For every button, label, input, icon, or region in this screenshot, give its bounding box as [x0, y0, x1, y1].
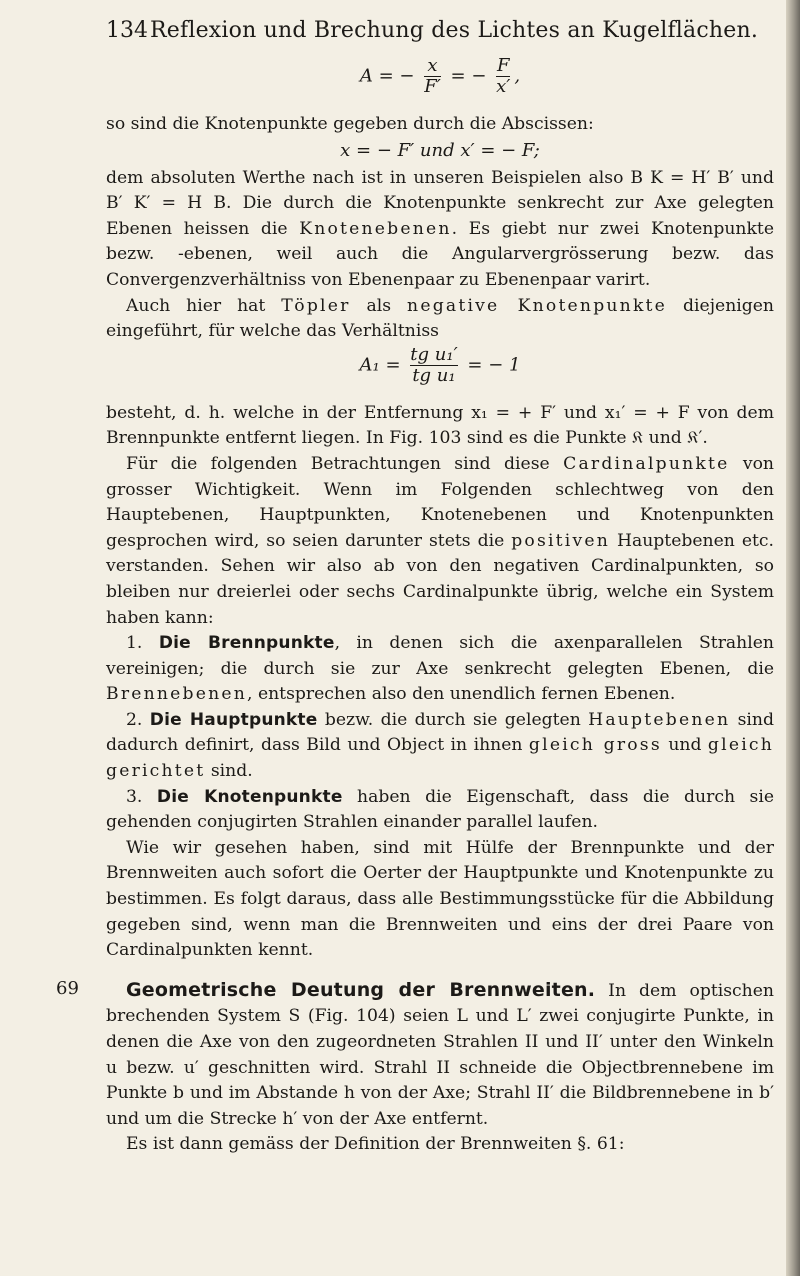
- item-heading: Die Hauptpunkte: [149, 709, 318, 730]
- item-heading: Die Knotenpunkte: [156, 786, 343, 807]
- denominator: tg u₁: [410, 365, 457, 386]
- text: . Es giebt nur zwei Knotenpunkte bezw. -ebenen, weil auch die Angularvergrösserung bezw. das Convergenzverhältniss von Ebenenpaar zu Ebenenpaar varirt.: [106, 218, 774, 290]
- running-title: Reflexion und Brechung des Lichtes an Kugelflächen.: [150, 18, 759, 43]
- paragraph: [106, 452, 774, 631]
- text: sind dadurch definirt, dass Bild und Object in ihnen: [106, 709, 774, 756]
- text: , entsprechen also den unendlich fernen Ebenen.: [247, 684, 676, 705]
- text: In dem optischen brechenden System S (Fig. 104) seien L und L′ zwei conjugirte Punkte, in denen die Axe von den zugeordneten Strahlen II und II′ unter den Winkeln u bezw. u′ geschnitten wird. Strahl II schneide die Objectbrennebene im Punkte b und im Abstande h von der Axe; Strahl II′ die Bildbrennebene in b′ und um die Strecke h′ von der Axe entfernt.: [106, 980, 774, 1129]
- spaced-term: Brennebenen: [106, 684, 248, 705]
- formula-part: A₁ =: [359, 354, 401, 376]
- numerator: F: [497, 55, 510, 76]
- formula-negative-nodal: [106, 345, 774, 401]
- book-page: [56, 18, 775, 1158]
- text: Hauptebenen etc. verstanden. Sehen wir also ab von den negativen Cardinalpunkten, so bleiben nur dreierlei oder sechs Cardinalpunkte übrig, welche ein System haben kann:: [106, 530, 774, 628]
- spaced-term: negative Knotenpunkte: [407, 295, 668, 316]
- paragraph: Wie wir gesehen haben, sind mit Hülfe der Brennpunkte und der Brennweiten auch sofort die Oerter der Hauptpunkte und Knotenpunkte zu bestimmen. Es folgt daraus, dass alle Bestimmungsstücke für die Abbildung gegeben sind, wenn man die Brennweiten und eins der drei Paare von Cardinalpunkten kennt.: [106, 837, 774, 961]
- text: bezw. die durch sie gelegten: [317, 709, 589, 730]
- list-item-focal-points: [106, 631, 774, 708]
- section-number: 69: [56, 977, 79, 999]
- paragraph: Es ist dann gemäss der Definition der Brennweiten §. 61:: [126, 1134, 625, 1155]
- formula-part: = −: [450, 65, 487, 87]
- item-number: 1.: [126, 633, 159, 654]
- text: sind.: [205, 761, 253, 782]
- spaced-term: gleich gerichtet: [106, 735, 774, 782]
- text: , in denen sich die axenparallelen Strahlen vereinigen; die durch sie zur Axe senkrecht gelegten Ebenen, die: [106, 633, 774, 679]
- text: diejenigen eingeführt, für welche das Verhältniss: [106, 295, 775, 342]
- text: Auch hier hat: [126, 295, 282, 316]
- text: dem absoluten Werthe nach ist in unseren Beispielen also B K = H′ B′ und B′ K′ = H B. Die durch die Knotenpunkte senkrecht zur Axe gelegten Ebenen heissen die: [106, 167, 774, 239]
- denominator: x′: [496, 76, 511, 97]
- page-number: 134: [106, 18, 148, 43]
- formula-part: ,: [514, 65, 521, 87]
- paragraph: [106, 294, 774, 345]
- paragraph: besteht, d. h. welche in der Entfernung x₁ = + F′ und x₁′ = + F von dem Brennpunkte entfernt liegen. In Fig. 103 sind es die Punkte 𝔎 und 𝔎′.: [106, 402, 774, 449]
- text: und: [661, 735, 708, 756]
- section-69: [56, 977, 774, 1158]
- text: Für die folgenden Betrachtungen sind diese: [126, 453, 564, 474]
- formula-part: A = −: [359, 65, 415, 87]
- spaced-term: Cardinalpunkte: [563, 453, 730, 474]
- item-number: 2.: [126, 709, 150, 730]
- text: von grosser Wichtigkeit. Wenn im Folgenden schlechtweg von den Hauptebenen, Hauptpunkten, Knotenebenen und Knotenpunkten gesprochen wird, so seien darunter stets die: [106, 453, 774, 551]
- fraction: [424, 56, 441, 97]
- fraction: [496, 56, 510, 97]
- author-name: Töpler: [281, 295, 351, 316]
- numerator: tg u₁′: [410, 343, 458, 365]
- denominator: F′: [424, 76, 441, 97]
- text: als: [350, 295, 408, 316]
- section-title: Geometrische Deutung der Brennweiten.: [126, 978, 596, 1001]
- paragraph: [106, 166, 774, 294]
- formula-angular-magnification: [106, 52, 774, 112]
- spaced-term: gleich gross: [528, 735, 662, 756]
- spaced-term: positiven: [511, 530, 611, 551]
- paragraph: so sind die Knotenpunkte gegeben durch die Abscissen:: [106, 114, 594, 134]
- formula-abscissae: x = − F′ und x′ = − F;: [340, 139, 540, 161]
- page-header: [106, 18, 774, 52]
- list-item-principal-points: [106, 708, 774, 785]
- text: haben die Eigenschaft, dass die durch sie gehenden conjugirten Strahlen einander parallel laufen.: [106, 786, 774, 833]
- formula-part: = − 1: [467, 354, 521, 376]
- numerator: x: [427, 55, 438, 76]
- fraction: [410, 345, 457, 386]
- book-spine-edge: [786, 0, 800, 1276]
- spaced-term: Knotenebenen: [299, 218, 452, 239]
- item-heading: Die Brennpunkte: [158, 633, 335, 654]
- section-paragraph: [106, 978, 774, 1133]
- list-item-nodal-points: [106, 785, 774, 836]
- spaced-term: Hauptebenen: [588, 709, 731, 730]
- item-number: 3.: [126, 786, 157, 807]
